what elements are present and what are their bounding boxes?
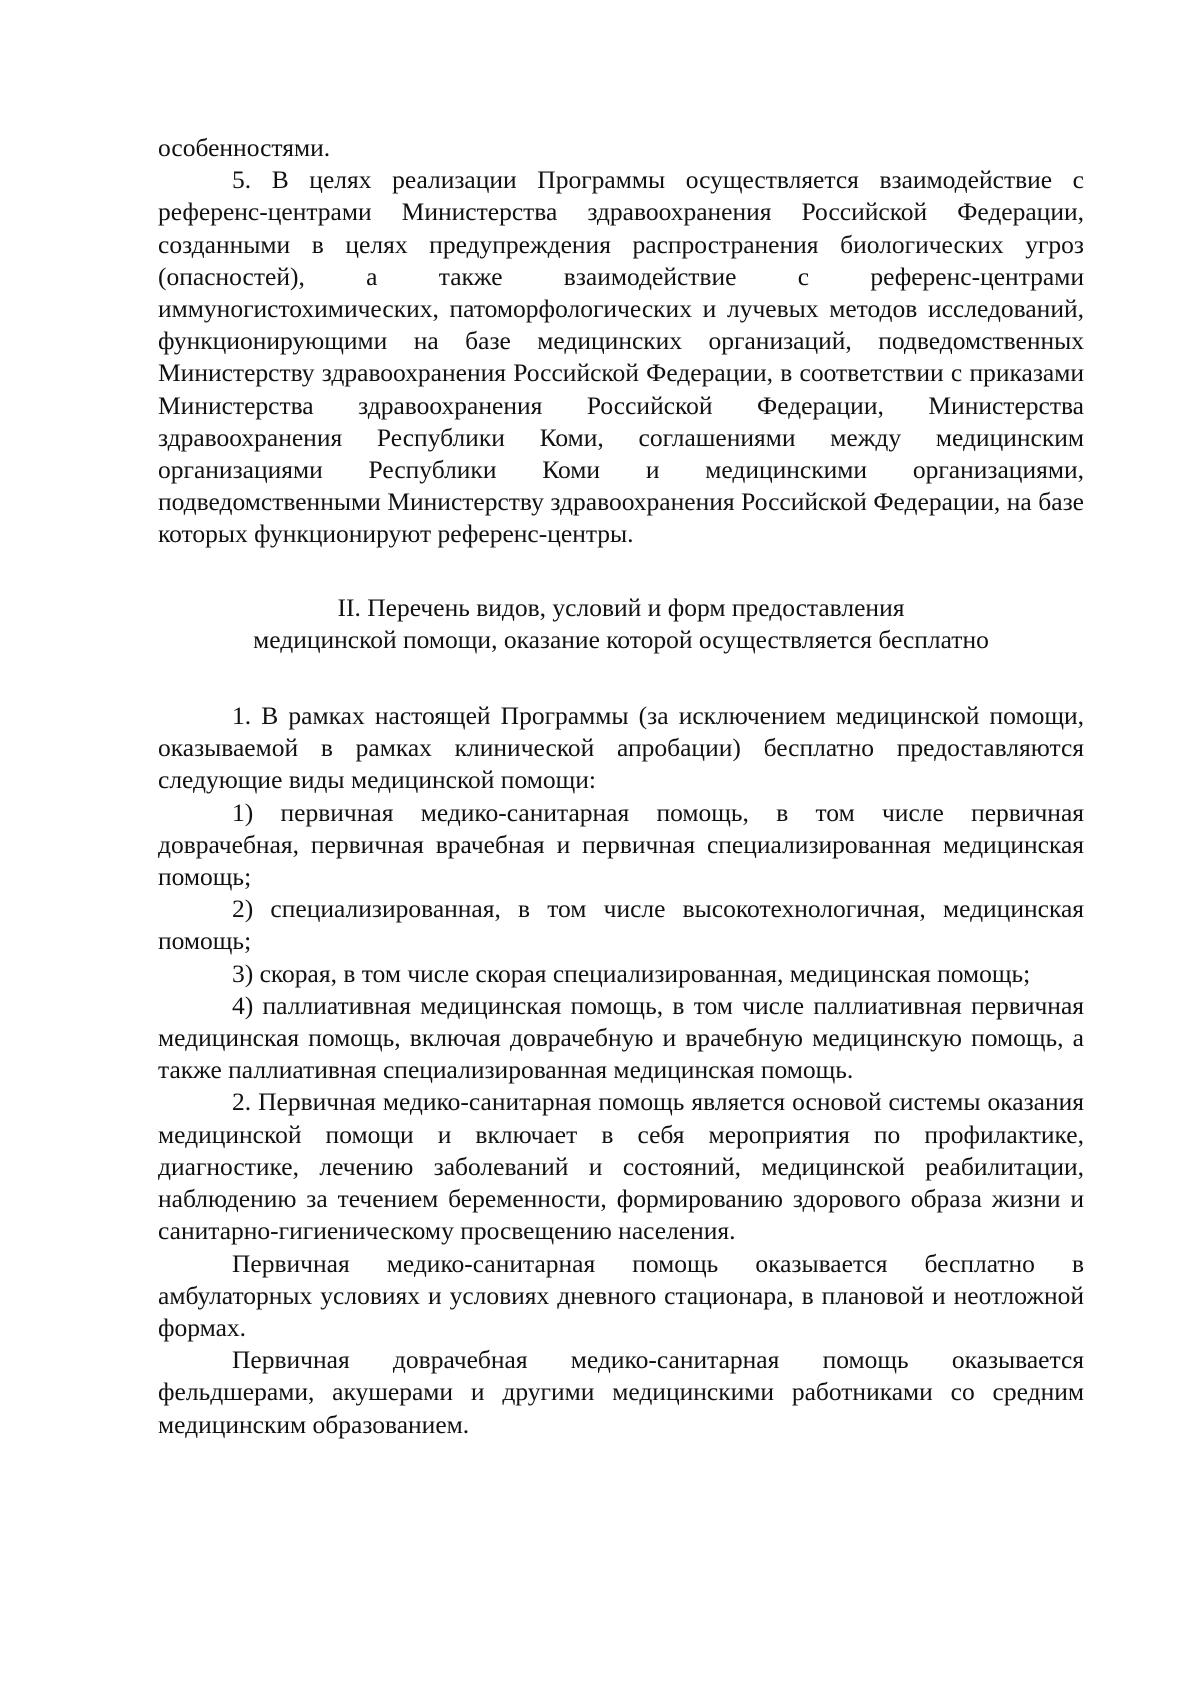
list-item-primary-care: 1) первичная медико-санитарная помощь, в том числе первичная доврачебная, первичная врачебная и первичная специализированная медицинская помощь; bbox=[158, 797, 1084, 892]
section-title-line-1: II. Перечень видов, условий и форм предоставления bbox=[337, 592, 905, 622]
list-item-palliative-care: 4) паллиативная медицинская помощь, в том числе паллиативная первичная медицинская помощь, включая доврачебную и врачебную медицинскую помощь, а также паллиативная специализированная медицинская помощь. bbox=[158, 990, 1084, 1085]
paragraph-continuation: особенностями. bbox=[158, 133, 331, 162]
document-body bbox=[158, 132, 1084, 1441]
paragraph-item-1-types-of-care: 1. В рамках настоящей Программы (за исключением медицинской помощи, оказываемой в рамках клинической апробации) бесплатно предоставляются следующие виды медицинской помощи: bbox=[158, 701, 1084, 795]
paragraph-prehospital-care-providers: Первичная доврачебная медико-санитарная помощь оказывается фельдшерами, акушерами и другими медицинскими работниками со средним медицинским образованием. bbox=[158, 1345, 1084, 1439]
section-title-line-2: медицинской помощи, оказание которой осуществляется бесплатно bbox=[253, 624, 989, 654]
section-title bbox=[158, 592, 1084, 656]
paragraph-primary-care-free-conditions: Первичная медико-санитарная помощь оказывается бесплатно в амбулаторных условиях и условиях дневного стационара, в плановой и неотложной формах. bbox=[158, 1248, 1084, 1342]
list-item-specialized-care: 2) специализированная, в том числе высокотехнологичная, медицинская помощь; bbox=[158, 894, 1084, 956]
list-item-emergency-care: 3) скорая, в том числе скорая специализированная, медицинская помощь; bbox=[232, 958, 1031, 988]
paragraph-item-2-primary-care-basis: 2. Первичная медико-санитарная помощь является основой системы оказания медицинской помощи и включает в себя мероприятия по профилактике, диагностике, лечению заболеваний и состояний, медицинской реабилитации, наблюдению за течением беременности, формированию здорового образа жизни и санитарно-гигиеническому просвещению населения. bbox=[158, 1087, 1084, 1246]
paragraph-item-5-reference-centers: 5. В целях реализации Программы осуществляется взаимодействие с референс-центрами Министерства здравоохранения Российской Федерации, созданными в целях предупреждения распространения биологических угроз (опасностей), а также взаимодействие с референс-центрами иммуногистохимических, патоморфологических и лучевых методов исследований, функционирующими на базе медицинских организаций, подведомственных Министерству здравоохранения Российской Федерации, в соответствии с приказами Министерства здравоохранения Российской Федерации, Министерства здравоохранения Республики Коми, соглашениями между медицинским организациями Республики Коми и медицинскими организациями, подведомственными Министерству здравоохранения Российской Федерации, на базе которых функционируют референс-центры. bbox=[158, 165, 1084, 549]
